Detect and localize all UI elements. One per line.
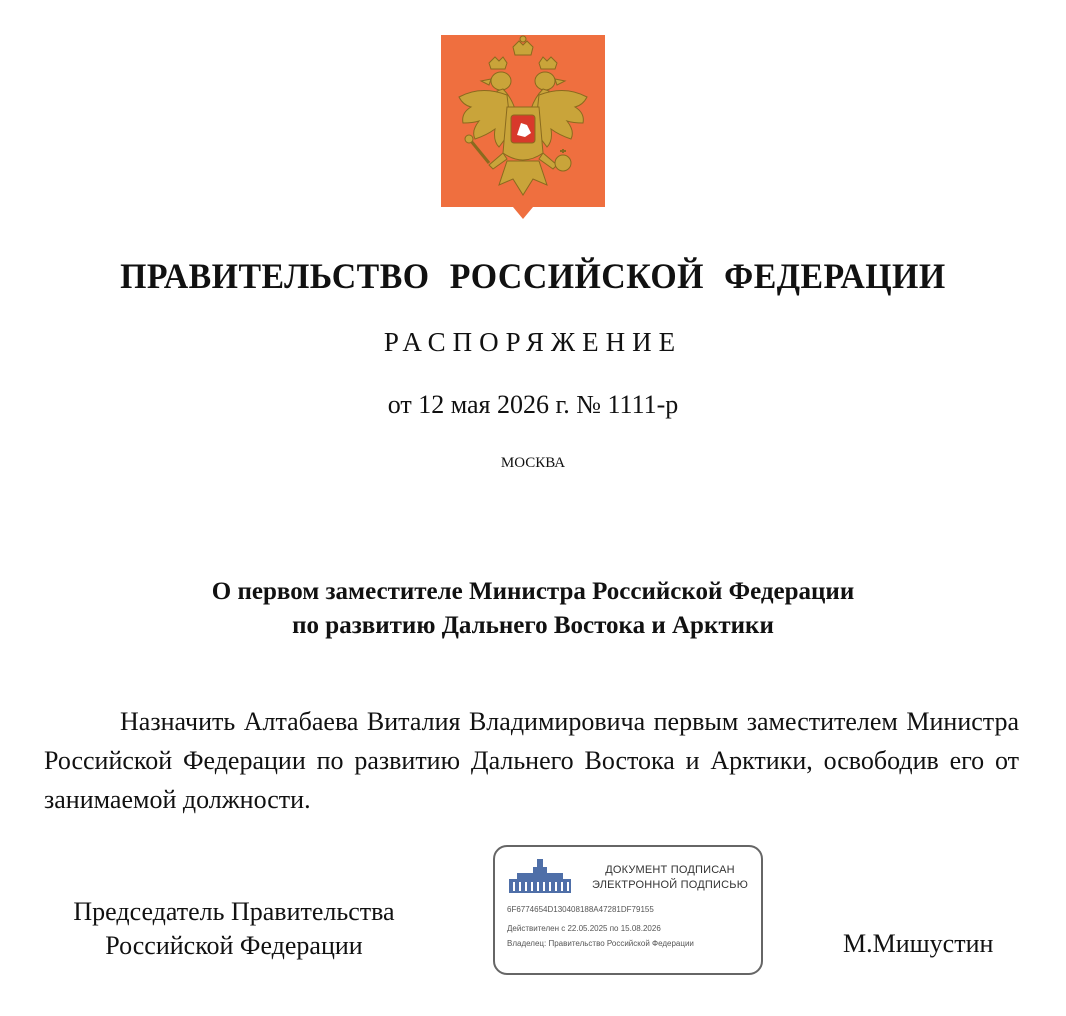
esign-heading-line-1: ДОКУМЕНТ ПОДПИСАН [605,864,735,876]
esign-heading-line-2: ЭЛЕКТРОННОЙ ПОДПИСЬЮ [591,879,749,891]
government-title: ПРАВИТЕЛЬСТВО РОССИЙСКОЙ ФЕДЕРАЦИИ [120,256,946,296]
signer-name: М.Мишустин [843,929,994,958]
document-type: РАСПОРЯЖЕНИЕ [383,327,683,357]
electronic-signature-stamp [493,845,763,975]
document-subject [0,575,1066,643]
esign-certificate: 6F6774654D130408188A47281DF79155 [507,905,654,914]
document-city: МОСКВА [500,455,566,471]
subject-line-1: О первом заместителе Министра Российской Федерации [211,578,855,605]
esign-owner: Владелец: Правительство Российской Федерации [507,939,694,948]
state-emblem-icon [441,35,605,219]
subject-line-2: по развитию Дальнего Востока и Арктики [292,612,774,639]
esign-validity: Действителен с 22.05.2025 по 15.08.2026 [507,924,661,933]
signer-position [44,895,424,963]
document-body: Назначить Алтабаева Виталия Владимировича первым заместителем Министра Российской Федерации по развитию Дальнего Востока и Арктики, освободив его от занимаемой должности. [44,707,1019,814]
signer-position-line-2: Российской Федерации [105,931,363,960]
government-building-icon [507,857,573,895]
esign-heading [585,863,755,893]
document-date-number: от 12 мая 2026 г. № 1111-р [387,390,679,419]
signer-position-line-1: Председатель Правительства [73,897,395,926]
